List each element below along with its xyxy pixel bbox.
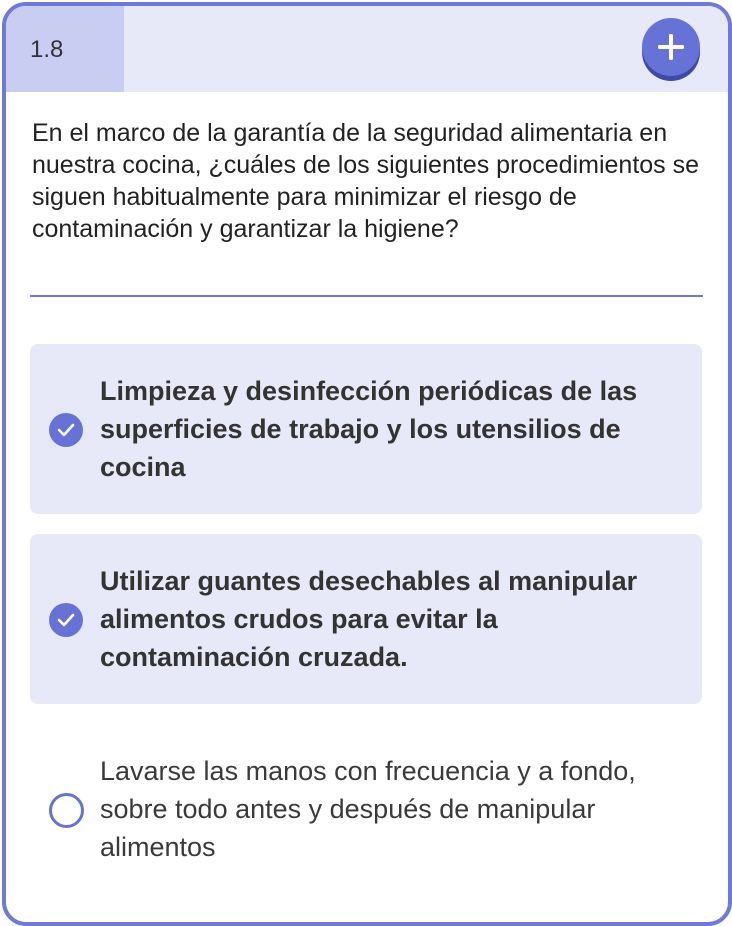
option-2[interactable]	[30, 534, 702, 704]
add-button[interactable]	[642, 18, 700, 76]
question-text: En el marco de la garantía de la seguridad alimentaria en nuestra cocina, ¿cuáles de los siguientes procedimientos se siguen habitualmente para minimizar el riesgo de contaminación y garantizar la higiene?	[32, 119, 700, 243]
plus-icon	[655, 31, 687, 63]
checked-circle-icon	[49, 413, 83, 447]
divider	[30, 295, 703, 297]
option-label: Utilizar guantes desechables al manipular alimentos crudos para evitar la contaminación cruzada.	[100, 566, 638, 672]
option-label: Limpieza y desinfección periódicas de las superficies de trabajo y los utensilios de cocina	[100, 376, 638, 482]
question-number-cell	[6, 6, 124, 92]
question-header	[6, 6, 728, 92]
option-label: Lavarse las manos con frecuencia y a fondo, sobre todo antes y después de manipular alimentos	[100, 756, 636, 862]
empty-circle-icon	[49, 793, 84, 828]
checked-circle-icon	[49, 603, 83, 637]
option-3[interactable]	[30, 724, 702, 894]
option-1[interactable]	[30, 344, 702, 514]
question-number: 1.8	[30, 36, 64, 63]
question-card	[2, 2, 732, 926]
